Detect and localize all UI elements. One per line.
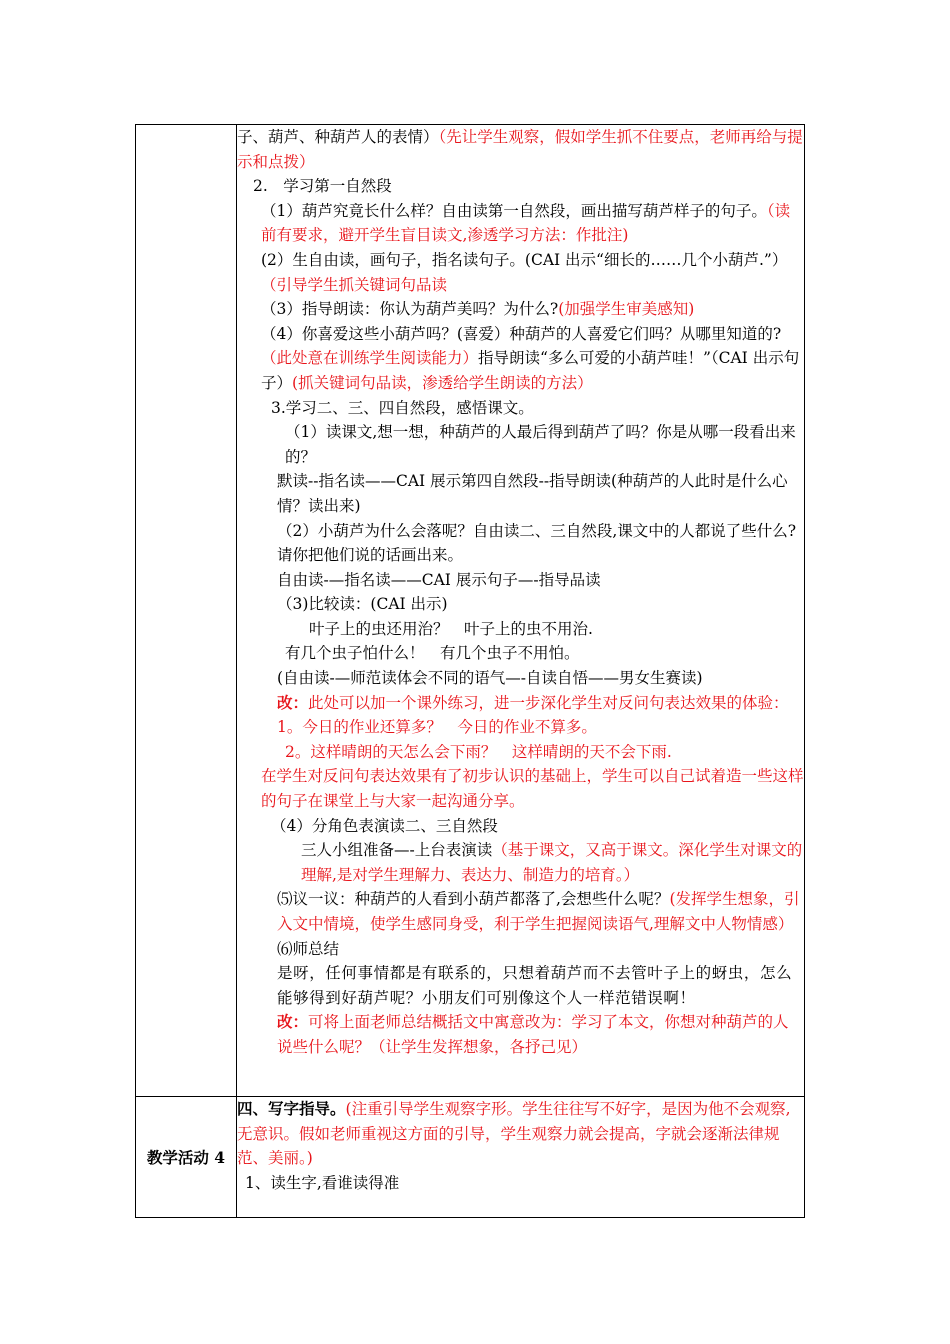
paragraph: 有几个虫子怕什么！ 有几个虫子不用怕。 [285, 644, 580, 663]
paragraph [237, 248, 804, 297]
text: ⑸议一议：种葫芦的人看到小葫芦都落了,会想些什么呢？ [277, 890, 670, 909]
lesson-plan-table [135, 124, 805, 1218]
paragraph: (自由读-—师范读体会不同的语气—-自读自悟——男女生赛读) [277, 669, 703, 688]
teacher-note: （读前有要求，避开学生盲目读文,渗透学习方法：作批注) [261, 201, 791, 245]
text: (2）生自由读，画句子，指名读句子。(CAI 出示“细长的……几个小葫芦.”） [261, 250, 788, 269]
section-heading: 四、写字指导。 [237, 1099, 346, 1118]
text: （4）你喜爱这些小葫芦吗？(喜爱）种葫芦的人喜爱它们吗？从哪里知道的? [261, 324, 782, 343]
paragraph: 是呀，任何事情都是有联系的，只想着葫芦而不去管叶子上的蚜虫，怎么能够得到好葫芦呢？小朋友们可别像这个人一样范错误啊！ [277, 964, 793, 1007]
paragraph [237, 322, 804, 396]
paragraph [237, 887, 804, 936]
teacher-note: （此处意在训练学生阅读能力） [261, 349, 479, 368]
revision-marker: 改： [277, 692, 309, 712]
paragraph: ⑹师总结 [277, 939, 340, 958]
text: （1）葫芦究竟长什么样？自由读第一自然段，画出描写葫芦样子的句子。 [261, 201, 767, 220]
teacher-note: 此处可以加一个课外练习，进一步深化学生对反问句表达效果的体验：1。今日的作业还算多？ 今日的作业不算多。 [277, 693, 789, 737]
revision-marker: 改： [277, 1012, 309, 1032]
content-cell-activity-4 [237, 1097, 805, 1218]
paragraph [237, 691, 804, 740]
table-row [136, 125, 805, 1097]
teacher-note: 2。这样晴朗的天怎么会下雨？ 这样晴朗的天不会下雨. [285, 742, 672, 761]
teacher-note: 可将上面老师总结概括文中寓意改为：学习了本文，你想对种葫芦的人说些什么呢？（让学生发挥想象，各抒己见） [277, 1013, 789, 1056]
paragraph [237, 199, 804, 248]
paragraph [237, 838, 804, 887]
text: （3）指导朗读：你认为葫芦美吗？为什么? [261, 300, 559, 319]
section-heading: 3.学习二、三、四自然段，感悟课文。 [271, 398, 534, 417]
teacher-note: （基于课文，又高于课文。深化学生对课文的理解,是对学生理解力、表达力、制造力的培育。） [301, 841, 803, 884]
text: 子、葫芦、种葫芦人的表情） [237, 128, 439, 146]
teacher-note: (注重引导学生观察字形。学生往往写不好字，是因为他不会观察,无意识。假如老师重视这方面的引导，学生观察力就会提高，字就会逐渐法律规范、美丽。) [237, 1100, 791, 1168]
label-cell-empty [136, 125, 237, 1097]
paragraph: 默读--指名读——CAI 展示第四自然段--指导朗读(种葫芦的人此时是什么心情？读出来) [277, 472, 788, 515]
paragraph: （3)比较读：(CAI 出示) [277, 595, 448, 614]
teacher-note: （引导学生抓关键词句品读 [261, 275, 448, 294]
paragraph: 自由读-—指名读——CAI 展示句子—-指导品读 [277, 570, 601, 589]
paragraph [237, 125, 804, 174]
teacher-note: 在学生对反问句表达效果有了初步认识的基础上，学生可以自己试着造一些这样的句子在课堂上与大家一起沟通分享。 [261, 767, 804, 811]
paragraph: 1、读生字,看谁读得准 [245, 1173, 400, 1192]
teacher-note: （先让学生观察，假如学生抓不住要点，老师再给与提示和点拨） [237, 128, 803, 171]
paragraph: 叶子上的虫还用治？ 叶子上的虫不用治. [309, 619, 593, 638]
teacher-note: (发挥学生想象，引入文中情境，使学生感同身受，利于学生把握阅读语气,理解文中人物情感） [277, 890, 800, 933]
activity-label: 教学活动 4 [136, 1097, 237, 1218]
text: 三人小组准备—-上台表演读 [301, 841, 493, 860]
section-heading: 2. 学习第一自然段 [253, 177, 392, 196]
text: 指导朗读“多么可爱的小葫芦哇！”（CAI 出示句子） [261, 349, 800, 392]
teacher-note: (抓关键词句品读，渗透给学生朗读的方法） [292, 373, 593, 392]
paragraph: （2）小葫芦为什么会落呢？自由读二、三自然段,课文中的人都说了些什么?请你把他们说的话画出来。 [277, 521, 797, 565]
teacher-note: (加强学生审美感知) [558, 300, 695, 319]
paragraph: （4）分角色表演读二、三自然段 [271, 816, 498, 835]
paragraph: （1）读课文,想一想，种葫芦的人最后得到葫芦了吗？你是从哪一段看出来的？ [285, 423, 796, 466]
paragraph [237, 1010, 804, 1059]
paragraph [237, 297, 804, 322]
paragraph [237, 1097, 804, 1171]
content-cell-activity-3 [237, 125, 805, 1097]
table-row [136, 1097, 805, 1218]
